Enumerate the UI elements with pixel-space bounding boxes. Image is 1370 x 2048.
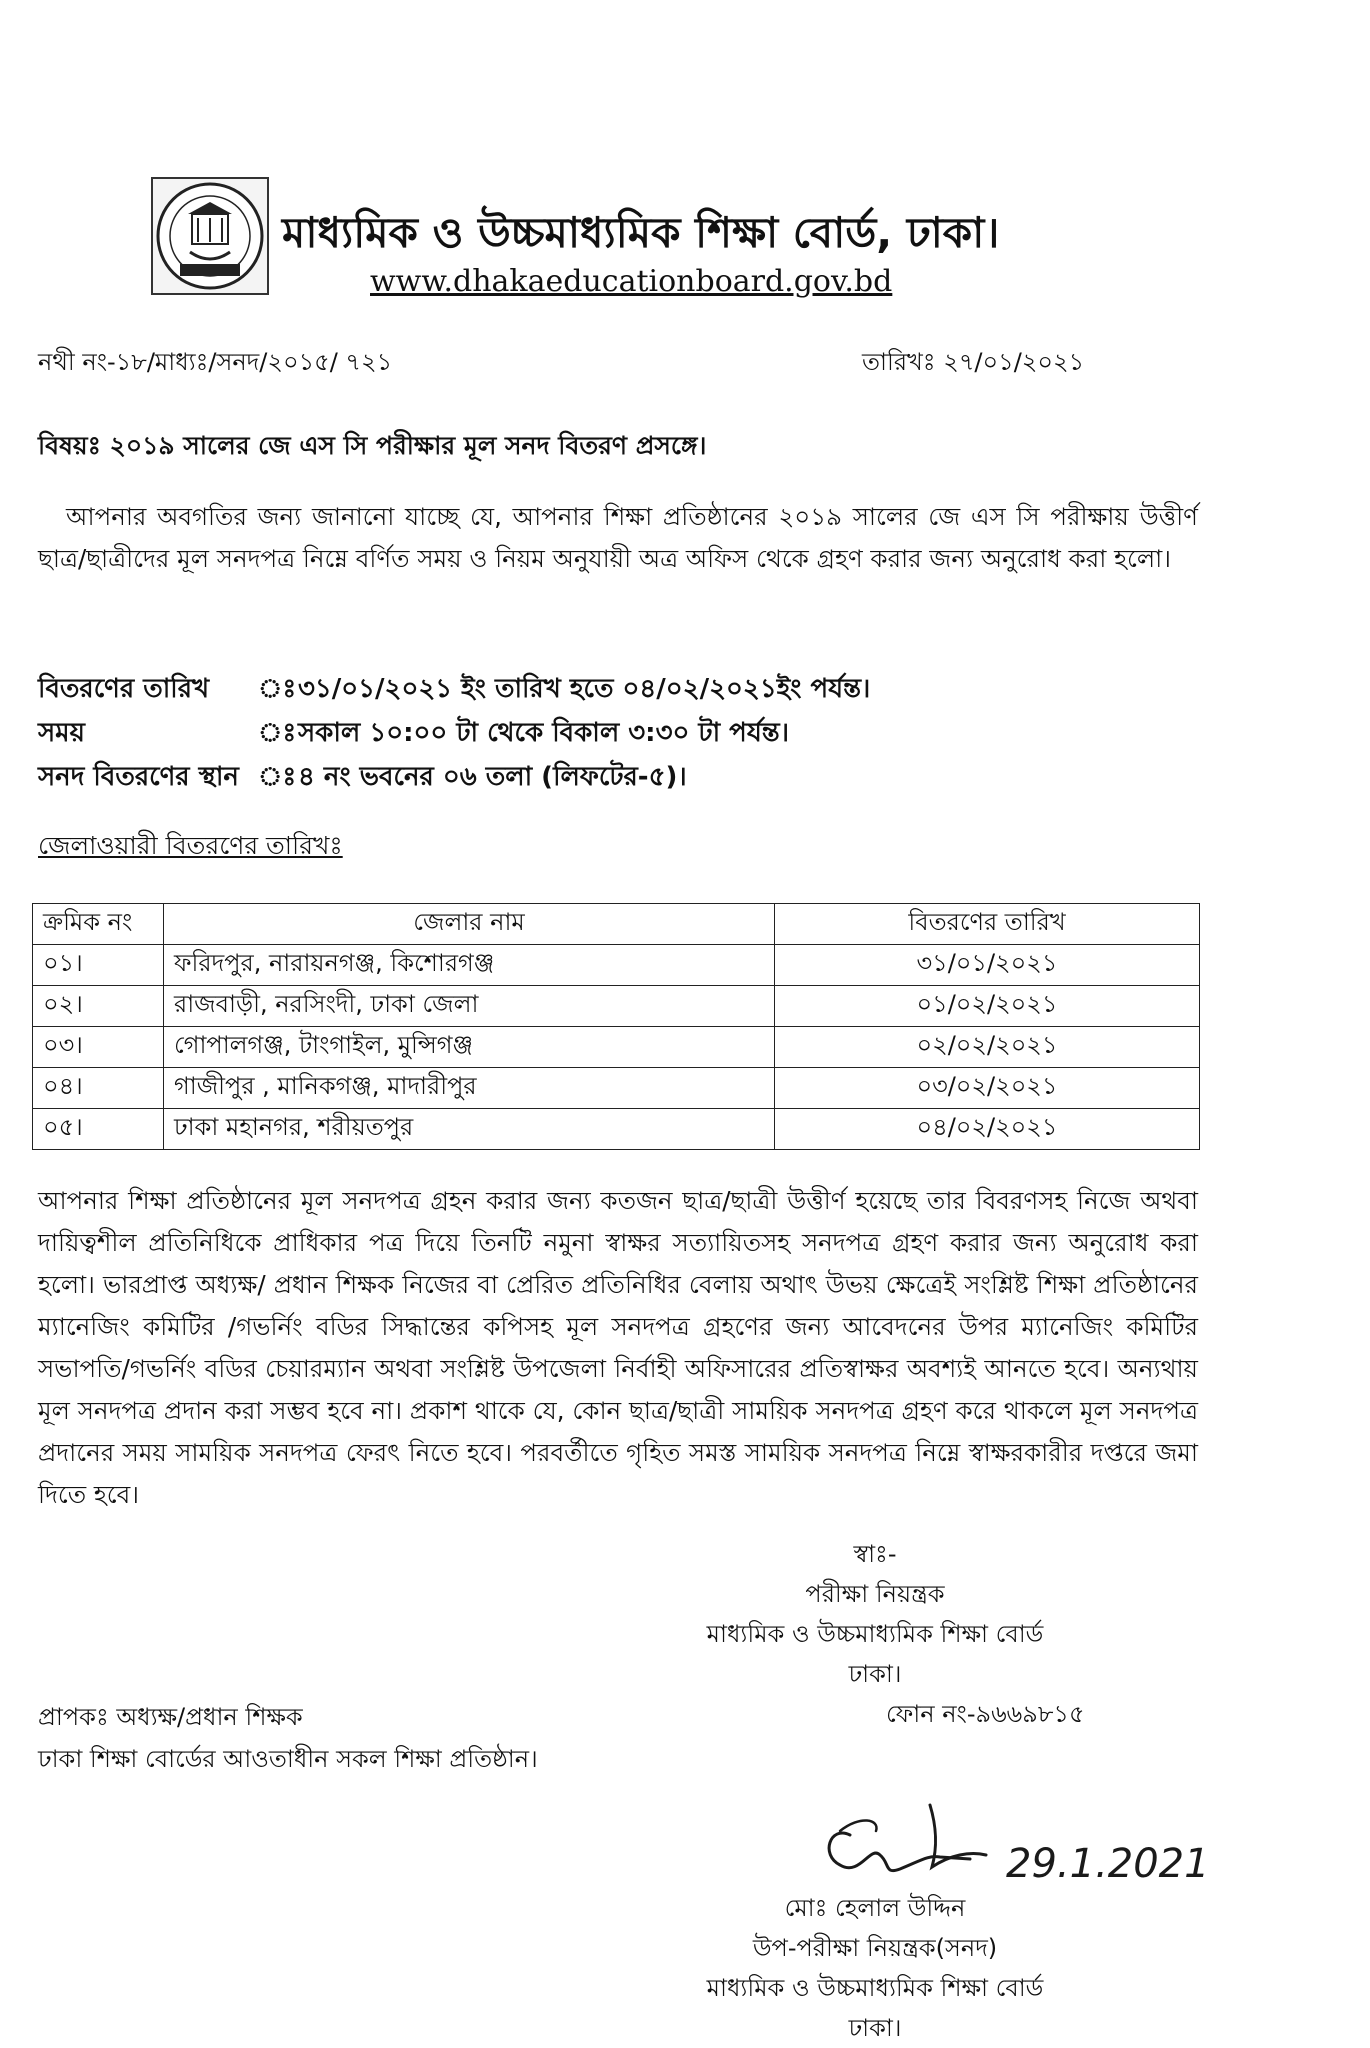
table-header-row	[33, 904, 1200, 945]
memo-number: নথী নং-১৮/মাধ্যঃ/সনদ/২০১৫/ ৭২১	[38, 348, 393, 376]
serial-cell: ০৫।	[33, 1109, 164, 1150]
table-row	[33, 945, 1200, 986]
table-row	[33, 1109, 1200, 1150]
subject-line: বিষয়ঃ ২০১৯ সালের জে এস সি পরীক্ষার মূল সনদ বিতরণ প্রসঙ্গে।	[38, 431, 707, 460]
recipient-line: ঢাকা শিক্ষা বোর্ডের আওতাধীন সকল শিক্ষা প্রতিষ্ঠান।	[38, 1745, 538, 1773]
handwritten-signature	[810, 1785, 1210, 1895]
intro-paragraph: আপনার অবগতির জন্য জানানো যাচ্ছে যে, আপনার শিক্ষা প্রতিষ্ঠানের ২০১৯ সালের জে এস সি পরীক্ষায় উত্তীর্ণ ছাত্র/ছাত্রীদের মূল সনদপত্র নিম্নে বর্ণিত সময় ও নিয়ম অনুযায়ী অত্র অফিস থেকে গ্রহণ করার জন্য অনুরোধ করা হলো।	[38, 502, 1198, 573]
district-cell: রাজবাড়ী, নরসিংদী, ঢাকা জেলা	[164, 986, 775, 1027]
signatory-title: পরীক্ষা নিয়ন্ত্রক	[805, 1580, 945, 1608]
info-value: ৪ নং ভবনের ০৬ তলা (লিফটের-৫)।	[298, 762, 687, 792]
board-name: মাধ্যমিক ও উচ্চমাধ্যমিক শিক্ষা বোর্ড, ঢাকা।	[282, 208, 1000, 257]
info-label: সময়	[38, 718, 85, 748]
signatory-name: মোঃ হেলাল উদ্দিন	[784, 1894, 966, 1922]
signature-mark: স্বাঃ-	[853, 1540, 897, 1568]
date-cell: ০২/০২/২০২১	[775, 1027, 1200, 1068]
info-label: বিতরণের তারিখ	[38, 674, 210, 704]
table-row	[33, 1027, 1200, 1068]
signatory-organization: মাধ্যমিক ও উচ্চমাধ্যমিক শিক্ষা বোর্ড	[706, 1974, 1044, 2002]
info-row-location	[38, 756, 687, 800]
info-label: সনদ বিতরণের স্থান	[38, 762, 239, 792]
serial-cell: ০৩।	[33, 1027, 164, 1068]
info-row-distribution-date	[38, 668, 870, 712]
signatory-city: ঢাকা।	[848, 1660, 902, 1688]
signatory-organization: মাধ্যমিক ও উচ্চমাধ্যমিক শিক্ষা বোর্ড	[706, 1620, 1044, 1648]
serial-cell: ০৪।	[33, 1068, 164, 1109]
info-separator: ঃ	[258, 762, 297, 792]
column-header-serial: ক্রমিক নং	[33, 904, 164, 945]
table-row	[33, 1068, 1200, 1109]
column-header-district: জেলার নাম	[164, 904, 775, 945]
date-cell: ৩১/০১/২০২১	[775, 945, 1200, 986]
info-value: ৩১/০১/২০২১ ইং তারিখ হতে ০৪/০২/২০২১ইং পর্যন্ত।	[298, 674, 871, 704]
column-header-date: বিতরণের তারিখ	[775, 904, 1200, 945]
district-cell: গোপালগঞ্জ, টাংগাইল, মুন্সিগঞ্জ	[164, 1027, 775, 1068]
serial-cell: ০২।	[33, 986, 164, 1027]
letter-date: তারিখঃ ২৭/০১/২০২১	[862, 348, 1085, 376]
recipient-line: প্রাপকঃ অধ্যক্ষ/প্রধান শিক্ষক	[38, 1703, 303, 1731]
date-cell: ০৪/০২/২০২১	[775, 1109, 1200, 1150]
info-separator: ঃ	[258, 674, 297, 704]
district-cell: ঢাকা মহানগর, শরীয়তপুর	[164, 1109, 775, 1150]
info-value: সকাল ১০:০০ টা থেকে বিকাল ৩:৩০ টা পর্যন্ত।	[298, 718, 790, 748]
district-cell: ফরিদপুর, নারায়নগঞ্জ, কিশোরগঞ্জ	[164, 945, 775, 986]
date-cell: ০১/০২/২০২১	[775, 986, 1200, 1027]
board-seal-logo	[150, 176, 270, 296]
serial-cell: ০১।	[33, 945, 164, 986]
district-schedule-table	[32, 903, 1200, 1150]
recipient-block	[38, 1696, 538, 1780]
signatory-title: উপ-পরীক্ষা নিয়ন্ত্রক(সনদ)	[752, 1934, 998, 1962]
info-separator: ঃ	[258, 718, 297, 748]
phone-number: ফোন নং-৯৬৬৯৮১৫	[886, 1700, 1085, 1728]
board-website[interactable]: www.dhakaeducationboard.gov.bd	[370, 264, 893, 299]
district-cell: গাজীপুর , মানিকগঞ্জ, মাদারীপুর	[164, 1068, 775, 1109]
instructions-paragraph: আপনার শিক্ষা প্রতিষ্ঠানের মূল সনদপত্র গ্রহন করার জন্য কতজন ছাত্র/ছাত্রী উত্তীর্ণ হয়েছে তার বিবরণসহ নিজে অথবা দায়িত্বশীল প্রতিনিধিকে প্রাধিকার পত্র দিয়ে তিনটি নমুনা স্বাক্ষর সত্যায়িতসহ সনদপত্র গ্রহণ করার জন্য অনুরোধ করা হলো। ভারপ্রাপ্ত অধ্যক্ষ/ প্রধান শিক্ষক নিজের বা প্রেরিত প্রতিনিধির বেলায় অথাৎ উভয় ক্ষেত্রেই সংশ্লিষ্ট শিক্ষা প্রতিষ্ঠানের ম্যানেজিং কমিটির /গভর্নিং বডির সিদ্ধান্তের কপিসহ মূল সনদপত্র গ্রহণের জন্য আবেদনের উপর ম্যানেজিং কমিটির সভাপতি/গভর্নিং বডির চেয়ারম্যান অথবা সংশ্লিষ্ট উপজেলা নির্বাহী অফিসারের প্রতিস্বাক্ষর অবশ্যই আনতে হবে। অন্যথায় মূল সনদপত্র প্রদান করা সম্ভব হবে না। প্রকাশ থাকে যে, কোন ছাত্র/ছাত্রী সাময়িক সনদপত্র গ্রহণ করে থাকলে মূল সনদপত্র প্রদানের সময় সাময়িক সনদপত্র ফেরৎ নিতে হবে। পরবর্তীতে গৃহিত সমস্ত সাময়িক সনদপত্র নিম্নে স্বাক্ষরকারীর দপ্তরে জমা দিতে হবে।	[38, 1186, 1198, 1509]
handwritten-date: 29.1.2021	[1006, 1841, 1210, 1887]
table-row	[33, 986, 1200, 1027]
controller-signature-block	[640, 1534, 1110, 1694]
date-cell: ০৩/০২/২০২১	[775, 1068, 1200, 1109]
signatory-city: ঢাকা।	[848, 2014, 902, 2042]
info-row-time	[38, 712, 789, 756]
district-schedule-heading: জেলাওয়ারী বিতরণের তারিখঃ	[38, 831, 343, 860]
deputy-controller-signature-block	[640, 1888, 1110, 2048]
